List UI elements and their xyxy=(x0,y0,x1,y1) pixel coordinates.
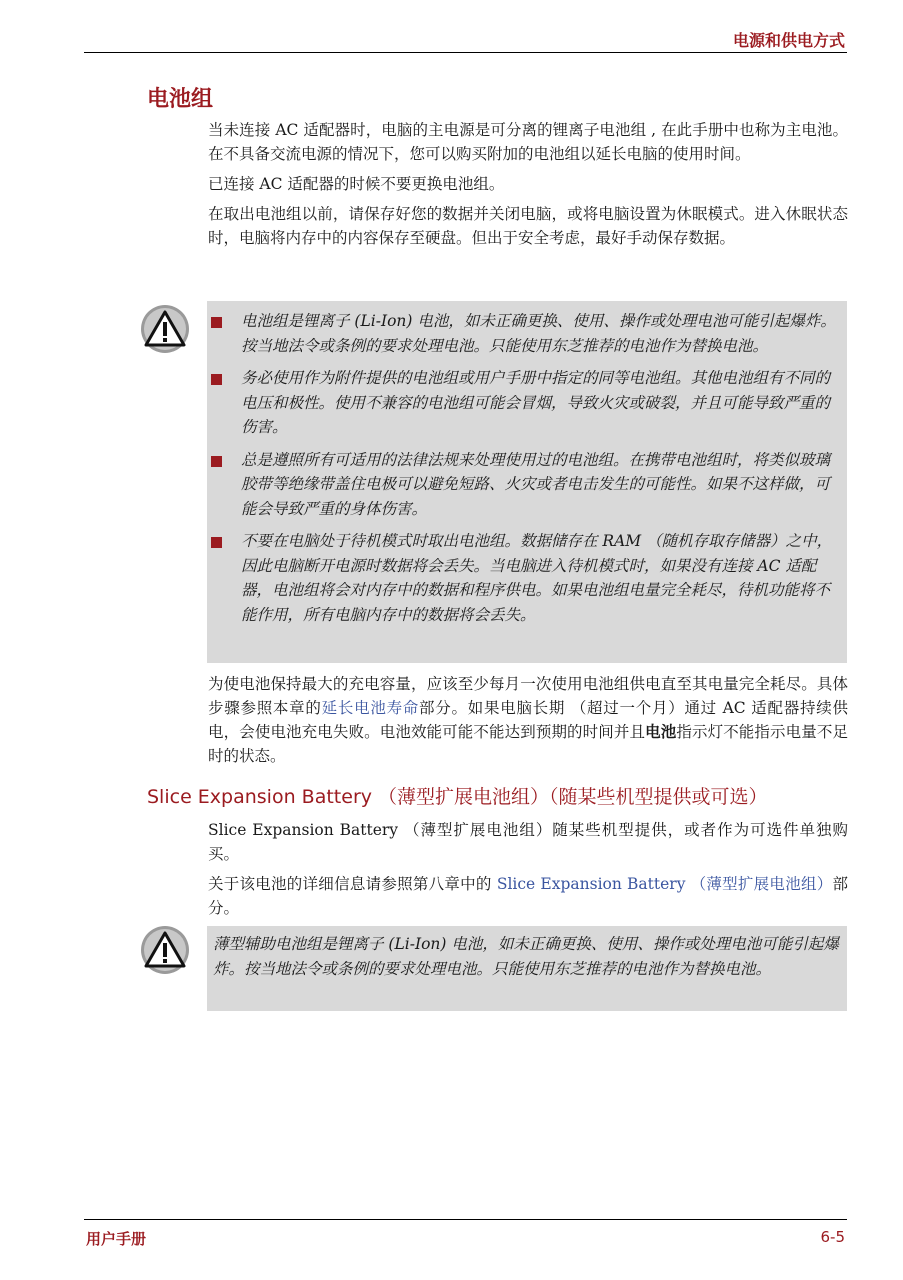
link-slice-expansion-battery[interactable]: Slice Expansion Battery （薄型扩展电池组） xyxy=(496,875,833,893)
paragraph: Slice Expansion Battery （薄型扩展电池组）随某些机型提供，或者作为可选件单独购买。 xyxy=(208,821,848,863)
warning-icon xyxy=(140,304,190,354)
warning-item: 务必使用作为附件提供的电池组或用户手册中指定的同等电池组。其他电池组有不同的电压和极性。使用不兼容的电池组可能会冒烟，导致火灾或破裂，并且可能导致严重的伤害。 xyxy=(207,366,847,440)
warning-icon xyxy=(140,925,190,975)
bullet-square-icon xyxy=(211,537,222,548)
warning-item: 不要在电脑处于待机模式时取出电池组。数据储存在 RAM （随机存取存储器）之中，因此电脑断开电源时数据将会丢失。当电脑进入待机模式时，如果没有连接 AC 适配器，电池组将会对内存中的数据和程序供电。如果电池组电量完全耗尽，待机功能将不能作用，所有电脑内存中的数据将会丢失。 xyxy=(207,529,847,627)
footer-manual-label: 用户手册 xyxy=(86,1230,147,1248)
bullet-square-icon xyxy=(211,456,222,467)
warning-note-box xyxy=(207,301,847,663)
bullet-square-icon xyxy=(211,374,222,385)
footer-rule xyxy=(84,1219,847,1220)
page-number: 6-5 xyxy=(820,1228,845,1246)
warning-list xyxy=(207,301,847,643)
section1-intro xyxy=(208,118,848,256)
paragraph: 在取出电池组以前，请保存好您的数据并关闭电脑，或将电脑设置为休眠模式。进入休眠状态时，电脑将内存中的内容保存至硬盘。但出于安全考虑，最好手动保存数据。 xyxy=(208,205,848,247)
battery-indicator-label: 电池 xyxy=(645,722,677,741)
bullet-square-icon xyxy=(211,317,222,328)
paragraph: 关于该电池的详细信息请参照第八章中的 Slice Expansion Battery （薄型扩展电池组）部分。 xyxy=(208,875,848,917)
warning-text: 薄型辅助电池组是锂离子 (Li-Ion) 电池，如未正确更换、使用、操作或处理电池可能引起爆炸。按当地法令或条例的要求处理电池。只能使用东芝推荐的电池作为替换电池。 xyxy=(213,935,839,978)
paragraph: 当未连接 AC 适配器时，电脑的主电源是可分离的锂离子电池组 , 在此手册中也称为主电池。在不具备交流电源的情况下，您可以购买附加的电池组以延长电脑的使用时间。 xyxy=(208,121,848,163)
warning-item: 电池组是锂离子 (Li-Ion) 电池，如未正确更换、使用、操作或处理电池可能引起爆炸。按当地法令或条例的要求处理电池。只能使用东芝推荐的电池作为替换电池。 xyxy=(207,309,847,358)
warning-note-box-2 xyxy=(207,926,847,1011)
battery-maintenance xyxy=(208,672,848,774)
paragraph: 已连接 AC 适配器的时候不要更换电池组。 xyxy=(208,175,505,193)
paragraph: 为使电池保持最大的充电容量，应该至少每月一次使用电池组供电直至其电量完全耗尽。具体步骤参照本章的延长电池寿命部分。如果电脑长期 （超过一个月）通过 AC 适配器持续供电，会使电池充电失败。电池效能可能不能达到预期的时间并且电池指示灯不能指示电量不足时的状态。 xyxy=(208,675,848,765)
section-heading-battery: 电池组 xyxy=(147,87,214,112)
section2-body xyxy=(208,818,848,926)
header-rule xyxy=(84,52,847,53)
running-header-title: 电源和供电方式 xyxy=(732,31,845,50)
link-extend-battery-life[interactable]: 延长电池寿命 xyxy=(321,699,420,717)
warning-item: 总是遵照所有可适用的法律法规来处理使用过的电池组。在携带电池组时，将类似玻璃胶带等绝缘带盖住电极可以避免短路、火灾或者电击发生的可能性。如果不这样做，可能会导致严重的身体伤害。 xyxy=(207,448,847,522)
section-heading-slice-battery: Slice Expansion Battery （薄型扩展电池组）（随某些机型提供或可选） xyxy=(147,786,768,808)
